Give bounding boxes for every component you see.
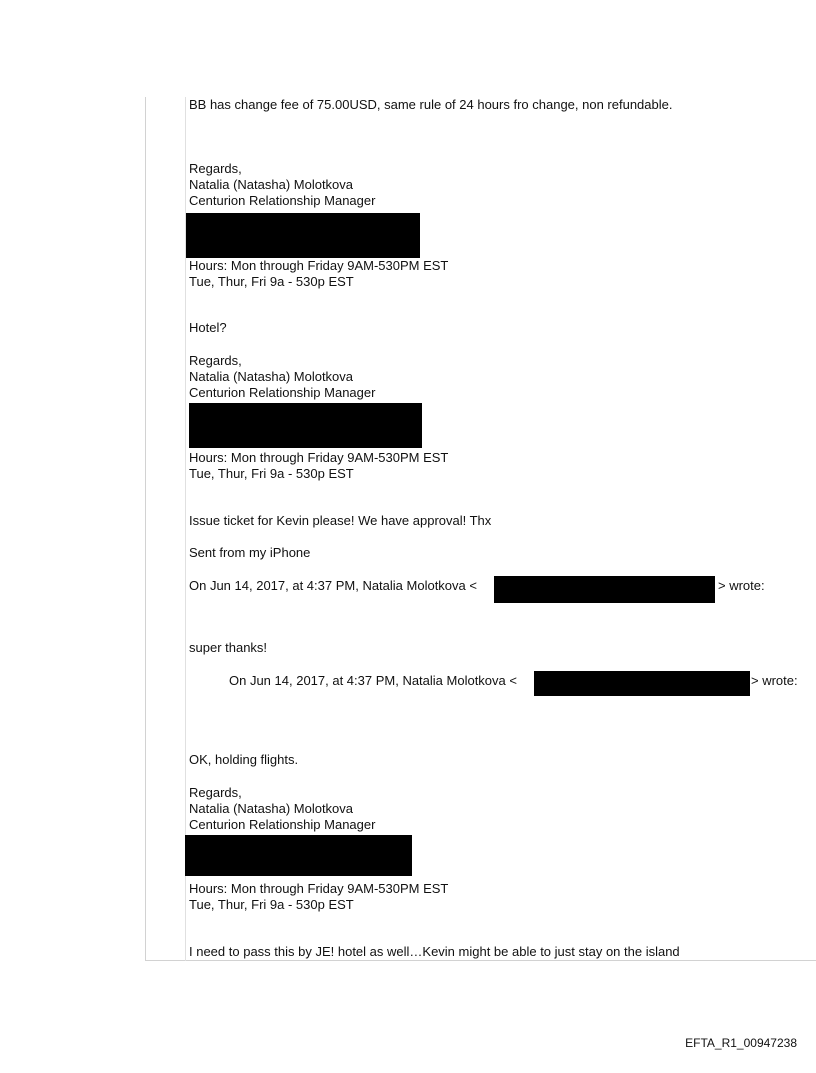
signature-1-days: Tue, Thur, Fri 9a - 530p EST bbox=[189, 274, 354, 289]
redaction-block bbox=[185, 835, 412, 876]
signature-1-title: Centurion Relationship Manager bbox=[189, 193, 376, 208]
sent-from-iphone: Sent from my iPhone bbox=[189, 545, 311, 560]
signature-2-regards: Regards, bbox=[189, 353, 242, 368]
change-fee-message: BB has change fee of 75.00USD, same rule of 24 hours fro change, non refundable. bbox=[189, 97, 673, 112]
signature-3-hours: Hours: Mon through Friday 9AM-530PM EST bbox=[189, 881, 449, 896]
quote-header-2-suffix: > wrote: bbox=[751, 673, 798, 688]
document-id: EFTA_R1_00947238 bbox=[685, 1036, 797, 1050]
redaction-block bbox=[534, 671, 750, 696]
super-thanks-message: super thanks! bbox=[189, 640, 268, 655]
signature-1-hours: Hours: Mon through Friday 9AM-530PM EST bbox=[189, 258, 449, 273]
hotel-question: Hotel? bbox=[189, 320, 227, 335]
signature-1-name: Natalia (Natasha) Molotkova bbox=[189, 177, 354, 192]
signature-3-regards: Regards, bbox=[189, 785, 242, 800]
signature-2-name: Natalia (Natasha) Molotkova bbox=[189, 369, 354, 384]
holding-flights-message: OK, holding flights. bbox=[189, 752, 299, 767]
redaction-block bbox=[186, 213, 420, 258]
signature-2-days: Tue, Thur, Fri 9a - 530p EST bbox=[189, 466, 354, 481]
signature-2-title: Centurion Relationship Manager bbox=[189, 385, 376, 400]
quote-header-2-prefix: On Jun 14, 2017, at 4:37 PM, Natalia Molotkova < bbox=[229, 673, 517, 688]
signature-3-days: Tue, Thur, Fri 9a - 530p EST bbox=[189, 897, 354, 912]
quote-header-1-prefix: On Jun 14, 2017, at 4:37 PM, Natalia Molotkova < bbox=[189, 578, 477, 593]
signature-1-regards: Regards, bbox=[189, 161, 242, 176]
quote-header-1-suffix: > wrote: bbox=[718, 578, 765, 593]
signature-2-hours: Hours: Mon through Friday 9AM-530PM EST bbox=[189, 450, 449, 465]
signature-3-title: Centurion Relationship Manager bbox=[189, 817, 376, 832]
redaction-block bbox=[494, 576, 715, 603]
redaction-block bbox=[189, 403, 422, 448]
issue-ticket-message: Issue ticket for Kevin please! We have approval! Thx bbox=[189, 513, 492, 528]
signature-3-name: Natalia (Natasha) Molotkova bbox=[189, 801, 354, 816]
pass-by-je-message: I need to pass this by JE! hotel as well…Kevin might be able to just stay on the island bbox=[189, 944, 680, 959]
